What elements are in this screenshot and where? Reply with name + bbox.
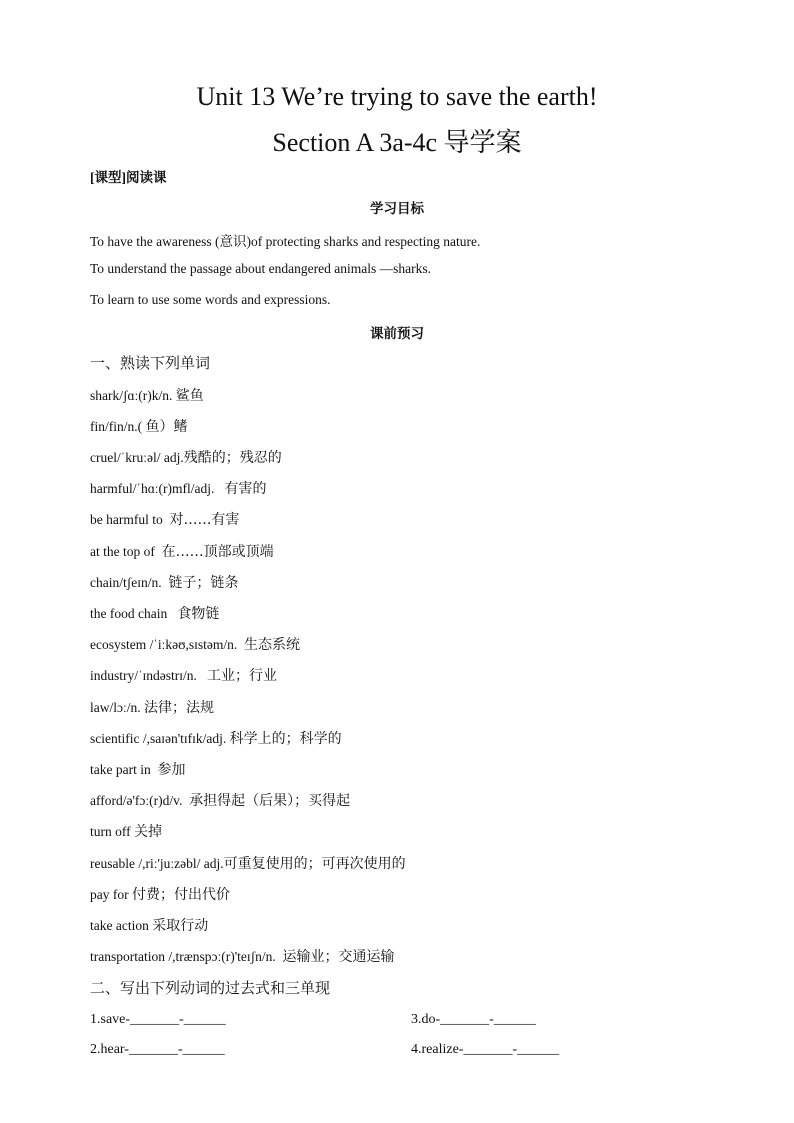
vocab-chinese: 鱼）鳍 [145,419,188,435]
vocab-english: industry/ˈɪndəstrɪ/n. [90,668,197,683]
vocab-english: take part in [90,762,151,777]
vocab-chinese: 食物链 [177,606,220,622]
vocab-english: at the top of [90,544,155,559]
objective-item: To have the awareness (意识)of protecting sharks and respecting nature. [90,234,481,249]
vocab-item [90,728,342,748]
vocab-item [90,541,274,561]
document-title: Unit 13 We’re trying to save the earth! [196,82,598,111]
vocab-english: the food chain [90,606,168,621]
vocab-chinese: 在……顶部或顶端 [161,544,274,560]
vocab-english: turn off [90,824,131,839]
vocab-chinese: 残酷的；残忍的 [183,450,282,466]
vocab-item [90,572,238,592]
vocab-english: harmful/ˈhɑː(r)mfl/adj. [90,481,215,496]
objective-item: To learn to use some words and expressions. [90,292,331,307]
vocab-chinese: 采取行动 [152,918,209,934]
vocab-chinese: 工业；行业 [207,668,277,684]
vocab-item [90,509,239,529]
vocab-item [90,853,406,873]
document-subtitle: Section A 3a-4c 导学案 [272,128,522,157]
vocab-english: reusable /,riː'juːzəbl/ adj. [90,856,224,871]
vocab-english: transportation /,trænspɔː(r)'teɪʃn/n. [90,949,276,964]
vocab-english: be harmful to [90,512,163,527]
vocab-item [90,790,350,810]
vocab-item [90,478,267,498]
vocab-item [90,915,208,935]
vocab-item [90,665,277,685]
lesson-type: [课型]阅读课 [90,170,167,185]
vocab-english: take action [90,918,149,933]
part1-heading: 一、熟读下列单词 [90,354,211,372]
vocab-chinese: 付费；付出代价 [131,887,230,903]
vocab-item [90,634,300,654]
vocab-item [90,447,282,467]
vocab-chinese: 承担得起（后果）；买得起 [189,793,351,809]
vocab-english: law/lɔː/n. [90,700,141,715]
objective-item: To understand the passage about endangered animals —sharks. [90,261,431,276]
vocab-chinese: 生态系统 [244,637,301,653]
vocab-item [90,946,395,966]
vocab-chinese: 有害的 [224,481,267,497]
vocab-english: cruel/ˈkruːəl/ adj. [90,450,184,465]
exercise-item: 4.realize-_______-______ [411,1042,560,1057]
part2-heading: 二、写出下列动词的过去式和三单现 [90,979,331,997]
vocab-chinese: 关掉 [134,824,162,840]
vocab-english: fin/fin/n.( [90,419,143,434]
vocab-english: pay for [90,887,129,902]
objectives-heading: 学习目标 [370,201,424,217]
vocab-english: chain/tʃeɪn/n. [90,575,162,590]
vocab-chinese: 可重复使用的；可再次使用的 [223,856,406,872]
exercise-item: 2.hear-_______-______ [90,1042,225,1057]
vocab-item [90,416,188,436]
vocab-english: shark/ʃɑː(r)k/n. [90,388,173,403]
exercise-item: 3.do-_______-______ [411,1012,536,1027]
exercise-item: 1.save-_______-______ [90,1012,226,1027]
vocab-chinese: 法律；法规 [144,700,214,716]
preview-heading: 课前预习 [370,326,424,342]
vocab-item [90,697,214,717]
vocab-chinese: 对……有害 [169,512,240,528]
vocab-chinese: 鲨鱼 [175,388,204,404]
vocab-english: scientific /,saɪən'tɪfɪk/adj. [90,731,227,746]
vocab-chinese: 参加 [157,762,186,778]
vocab-item [90,603,219,623]
vocab-english: ecosystem /ˈiːkəʊ,sɪstəm/n. [90,637,238,652]
vocab-chinese: 链子；链条 [168,575,239,591]
vocab-item [90,884,230,904]
vocab-item [90,385,204,405]
vocab-english: afford/ə'fɔː(r)d/v. [90,793,183,808]
vocab-item [90,821,162,841]
vocab-chinese: 科学上的；科学的 [229,731,342,747]
vocab-item [90,759,185,779]
vocab-chinese: 运输业；交通运输 [282,949,395,965]
